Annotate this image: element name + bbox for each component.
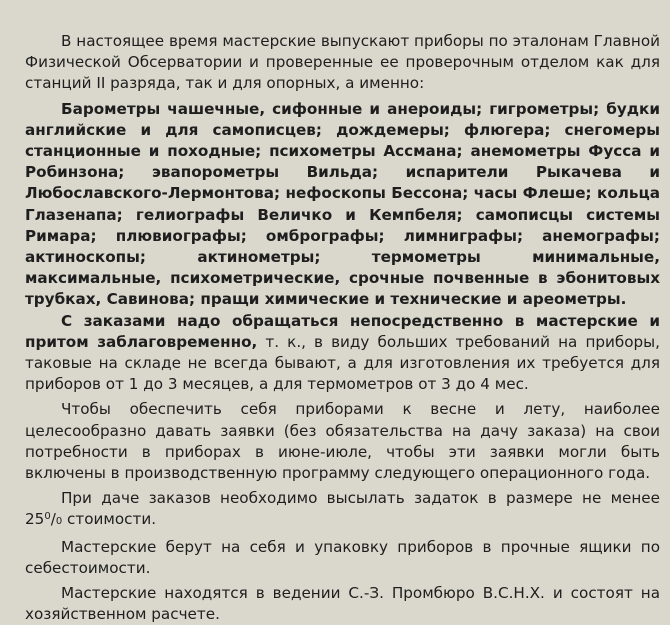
orders-paragraph: [25, 311, 660, 396]
percent-sign-slash: /: [50, 510, 56, 529]
packing-paragraph: Мастерские берут на себя и упаковку приборов в прочные ящики по себестоимости.: [25, 537, 660, 577]
requests-paragraph: Чтобы обеспечить себя приборами к весне и лету, наиболее целесообразно давать заявки (без обязательства на дачу заказа) на свои потребности в приборах в июне-июле, чтобы эти заявки могли быть включены в производственную программу следующего операционного года.: [25, 400, 660, 483]
instruments-list-paragraph: Барометры чашечные, сифонные и анероиды; гигрометры; будки английские и для самописцев; дождемеры; флюгера; снегомеры станционные и походные; психометры Ассмана; анемометры Фусса и Робинзона; эвапорометры Вильда; испарители Рыкачева и Любославского-Лермонтова; нефоскопы Бессона; часы Флеше; кольца Глазенапа; гелиографы Величко и Кемпбеля; самописцы системы Римара; плювиографы; омбрографы; лимниграфы; анемографы; актиноскопы; актинометры; термометры минимальные, максимальные, психометрические, срочные почвенные в эбонитовых трубках, Савинова; пращи химические и технические и ареометры.: [25, 99, 660, 309]
percent-sign-bottom: 0: [55, 516, 63, 528]
deposit-text-end: стоимости.: [62, 510, 157, 529]
orders-text: т. к., в виду больших требований на приборы, таковые на складе не всегда бывают, а для изготовления их требуется для приборов от 1 до 3 месяцев, а для термометров от 3 до 4 мес.: [25, 332, 660, 394]
percent-sign-top: 0: [44, 511, 51, 523]
administration-paragraph: Мастерские находятся в ведении С.-З. Промбюро В.С.Н.Х. и состоят на хозяйственном расчете.: [25, 584, 660, 624]
deposit-text: При даче заказов необходимо высылать задаток в размере не менее 25: [25, 489, 660, 529]
deposit-paragraph: [25, 488, 660, 532]
orders-emphasis: С заказами надо обращаться непосредственно в мастерские и притом заблаговременно,: [25, 311, 660, 351]
intro-paragraph: В настоящее время мастерские выпускают приборы по эталонам Главной Физической Обсерватории и проверенные ее проверочным отделом как для станций II разряда, так и для опорных, а именно:: [25, 32, 660, 93]
